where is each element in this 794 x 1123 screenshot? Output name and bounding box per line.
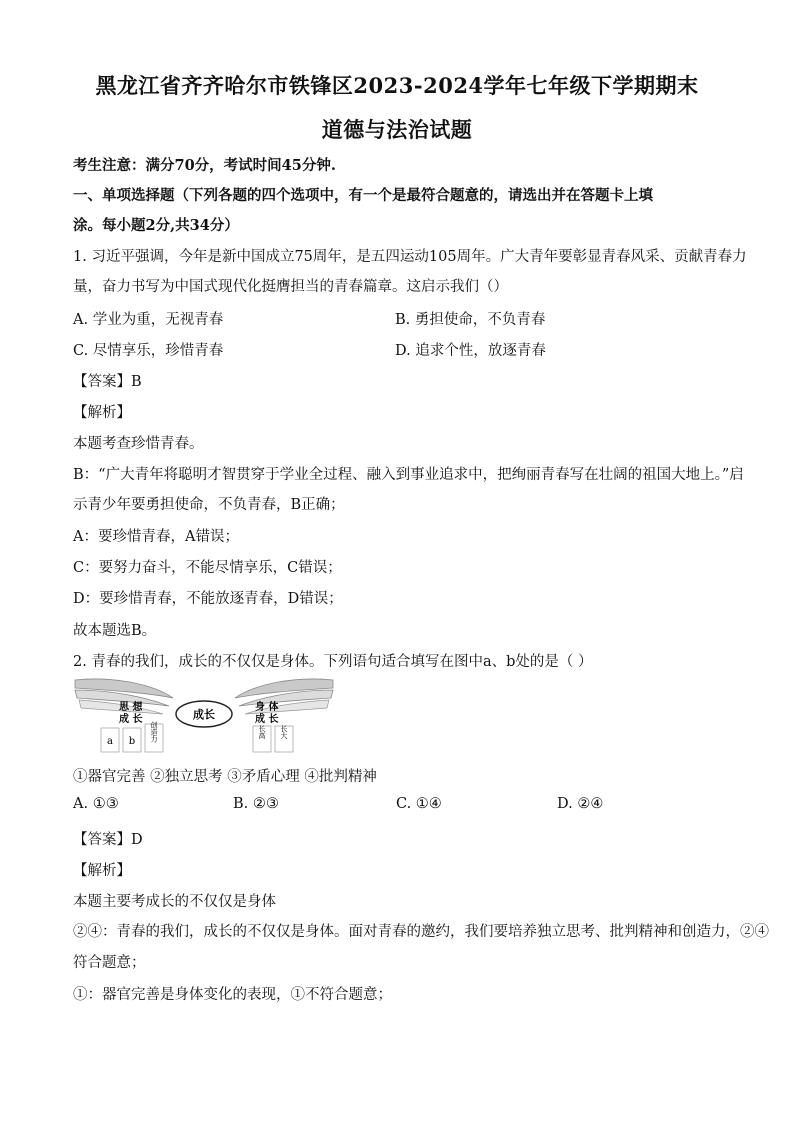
q2-option-d: D. ②④	[557, 796, 604, 812]
q2-analysis-line: 符合题意；	[73, 955, 146, 971]
q1-answer: 【答案】B	[73, 374, 142, 390]
q1-option-c: C. 尽情享乐，珍惜青春	[73, 343, 224, 359]
figure-slot-creativity: 创造力	[150, 721, 158, 743]
q1-analysis-line: 故本题选B。	[73, 623, 157, 639]
figure-center-label: 成长	[193, 708, 215, 721]
document-title-line2: 道德与法治试题	[321, 117, 473, 142]
q2-answer: 【答案】D	[73, 832, 143, 848]
q1-analysis-label: 【解析】	[73, 405, 131, 421]
q1-stem-line1: 1. 习近平强调，今年是新中国成立75周年，是五四运动105周年。广大青年要彰显青春风采、贡献青春力	[73, 249, 747, 265]
q1-analysis-line: A：要珍惜青春，A错误；	[73, 529, 239, 545]
q1-analysis-line: C：要努力奋斗，不能尽情享乐，C错误；	[73, 560, 342, 576]
q2-analysis-line: ②④：青春的我们，成长的不仅仅是身体。面对青春的邀约，我们要培养独立思考、批判精神和创造力，②④	[73, 924, 769, 940]
q2-option-b: B. ②③	[233, 796, 279, 812]
exam-notice: 考生注意：满分70分，考试时间45分钟.	[73, 157, 336, 174]
figure-slot-b: b	[128, 736, 136, 747]
section-heading-line2: 涂。每小题2分,共34分）	[73, 217, 239, 234]
figure-slot-grow-taller: 长高	[258, 725, 266, 739]
q1-analysis-line: D：要珍惜青春，不能放逐青春，D错误；	[73, 591, 343, 607]
q1-analysis-line: B：“广大青年将聪明才智贯穿于学业全过程、融入到事业追求中，把绚丽青春写在壮阔的祖国大地上。”启	[73, 467, 744, 483]
q2-analysis-label: 【解析】	[73, 863, 131, 879]
figure-right-label-2: 成 长	[255, 714, 279, 725]
figure-slot-grow-up: 长大	[280, 725, 288, 739]
q1-option-d: D. 追求个性，放逐青春	[395, 343, 546, 359]
q2-option-c: C. ①④	[396, 796, 442, 812]
q2-items: ①器官完善 ②独立思考 ③矛盾心理 ④批判精神	[73, 769, 377, 785]
figure-slot-a: a	[107, 736, 113, 747]
q1-option-b: B. 勇担使命，不负青春	[395, 312, 546, 328]
figure-left-label-2: 成 长	[119, 714, 143, 725]
figure-left-label-1: 思 想	[119, 702, 143, 713]
q2-analysis-line: ①：器官完善是身体变化的表现，①不符合题意；	[73, 987, 392, 1003]
document-title-line1: 黑龙江省齐齐哈尔市铁锋区2023-2024学年七年级下学期期末	[95, 73, 699, 98]
q1-analysis-line: 示青少年要勇担使命，不负青春，B正确；	[73, 497, 345, 513]
q2-stem: 2. 青春的我们，成长的不仅仅是身体。下列语句适合填写在图中a、b处的是（ ）	[73, 654, 593, 670]
q2-analysis-line: 本题主要考成长的不仅仅是身体	[73, 894, 276, 910]
q1-stem-line2: 量，奋力书写为中国式现代化挺膺担当的青春篇章。这启示我们（）	[73, 279, 508, 295]
q2-option-a: A. ①③	[73, 796, 119, 812]
section-heading-line1: 一、单项选择题（下列各题的四个选项中，有一个是最符合题意的，请选出并在答题卡上填	[73, 187, 653, 204]
q1-analysis-line: 本题考查珍惜青春。	[73, 436, 204, 452]
growth-wings-diagram	[73, 676, 335, 754]
figure-right-label-1: 身 体	[255, 702, 279, 713]
q1-option-a: A. 学业为重，无视青春	[73, 312, 224, 328]
